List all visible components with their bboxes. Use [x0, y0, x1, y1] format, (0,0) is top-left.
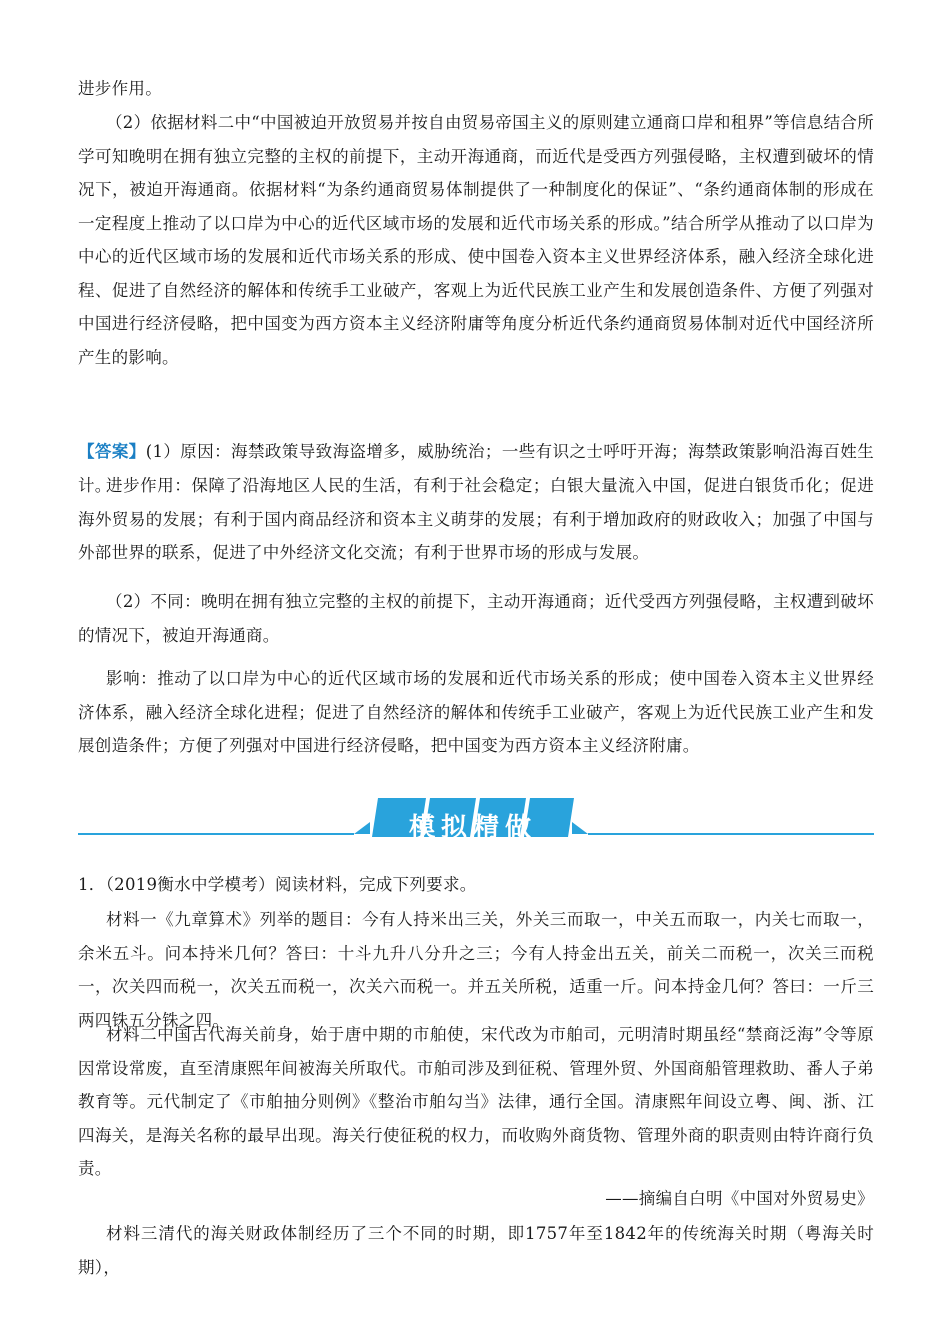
material-one: 材料一《九章算术》列举的题目：今有人持米出三关，外关三而取一，中关五而取一，内关七而取一，余米五斗。问本持米几何？答曰：十斗九升八分升之三；今有人持金出五关，前关二而税一，次关三而税一，次关四而税一，次关五而税一，次关六而税一。并五关所税，适重一斤。问本持金几何？答曰：一斤三两四铢五分铢之四。: [78, 910, 874, 1030]
material-two: 材料二中国古代海关前身，始于唐中期的市舶使，宋代改为市舶司，元明清时期虽经“禁商泛海”令等原因常设常废，直至清康熙年间被海关所取代。市舶司涉及到征税、管理外贸、外国商船管理救助、番人子弟教育等。元代制定了《市舶抽分则例》《整治市舶勾当》法律，通行全国。清康熙年间设立粤、闽、浙、江四海关，是海关名称的最早出现。海关行使征税的权力，而收购外商货物、管理外商的职责则由特许商行负责。: [78, 1025, 874, 1178]
answer-paragraph: 进步作用：保障了沿海地区人民的生活，有利于社会稳定；白银大量流入中国，促进白银货币化；促进海外贸易的发展；有利于国内商品经济和资本主义萌芽的发展；有利于增加政府的财政收入；加强了中国与外部世界的联系，促进了中外经济文化交流；有利于世界市场的形成与发展。: [78, 476, 874, 562]
section-banner: [78, 792, 874, 842]
answer-line: (1）原因：海禁政策导致海盗增多，威胁统治；一些有识之士呼吁开海；海禁政策影响沿海百姓生计。: [78, 442, 875, 495]
answer-paragraph: （2）不同：晚明在拥有独立完整的主权的前提下，主动开海通商；近代受西方列强侵略，主权遭到破坏的情况下，被迫开海通商。: [78, 592, 874, 645]
material-three: 材料三清代的海关财政体制经历了三个不同的时期，即1757年至1842年的传统海关时期（粤海关时期），: [78, 1224, 874, 1277]
answer-paragraph: 影响：推动了以口岸为中心的近代区域市场的发展和近代市场关系的形成；使中国卷入资本主义世界经济体系，融入经济全球化进程；促进了自然经济的解体和传统手工业破产，客观上为近代民族工业产生和发展创造条件；方便了列强对中国进行经济侵略，把中国变为西方资本主义经济附庸。: [78, 669, 874, 755]
banner-label: 模拟精做: [408, 813, 538, 842]
material-source: ——摘编自白明《中国对外贸易史》: [605, 1189, 874, 1208]
question-intro: 1．（2019衡水中学模考）阅读材料，完成下列要求。: [78, 875, 477, 894]
answer-tag: 【答案】: [78, 442, 146, 461]
explanation-paragraph: 进步作用。: [78, 79, 162, 98]
explanation-paragraph: （2）依据材料二中“中国被迫开放贸易并按自由贸易帝国主义的原则建立通商口岸和租界”等信息结合所学可知晚明在拥有独立完整的主权的前提下，主动开海通商，而近代是受西方列强侵略，主权遭到破坏的情况下，被迫开海通商。依据材料“为条约通商贸易体制提供了一种制度化的保证”、“条约通商体制的形成在一定程度上推动了以口岸为中心的近代区域市场的发展和近代市场关系的形成。”结合所学从推动了以口岸为中心的近代区域市场的发展和近代市场关系的形成、使中国卷入资本主义世界经济体系，融入经济全球化进程、促进了自然经济的解体和传统手工业破产，客观上为近代民族工业产生和发展创造条件、方便了列强对中国进行经济侵略，把中国变为西方资本主义经济附庸等角度分析近代条约通商贸易体制对近代中国经济所产生的影响。: [78, 113, 874, 367]
banner-graphic: [78, 792, 874, 842]
